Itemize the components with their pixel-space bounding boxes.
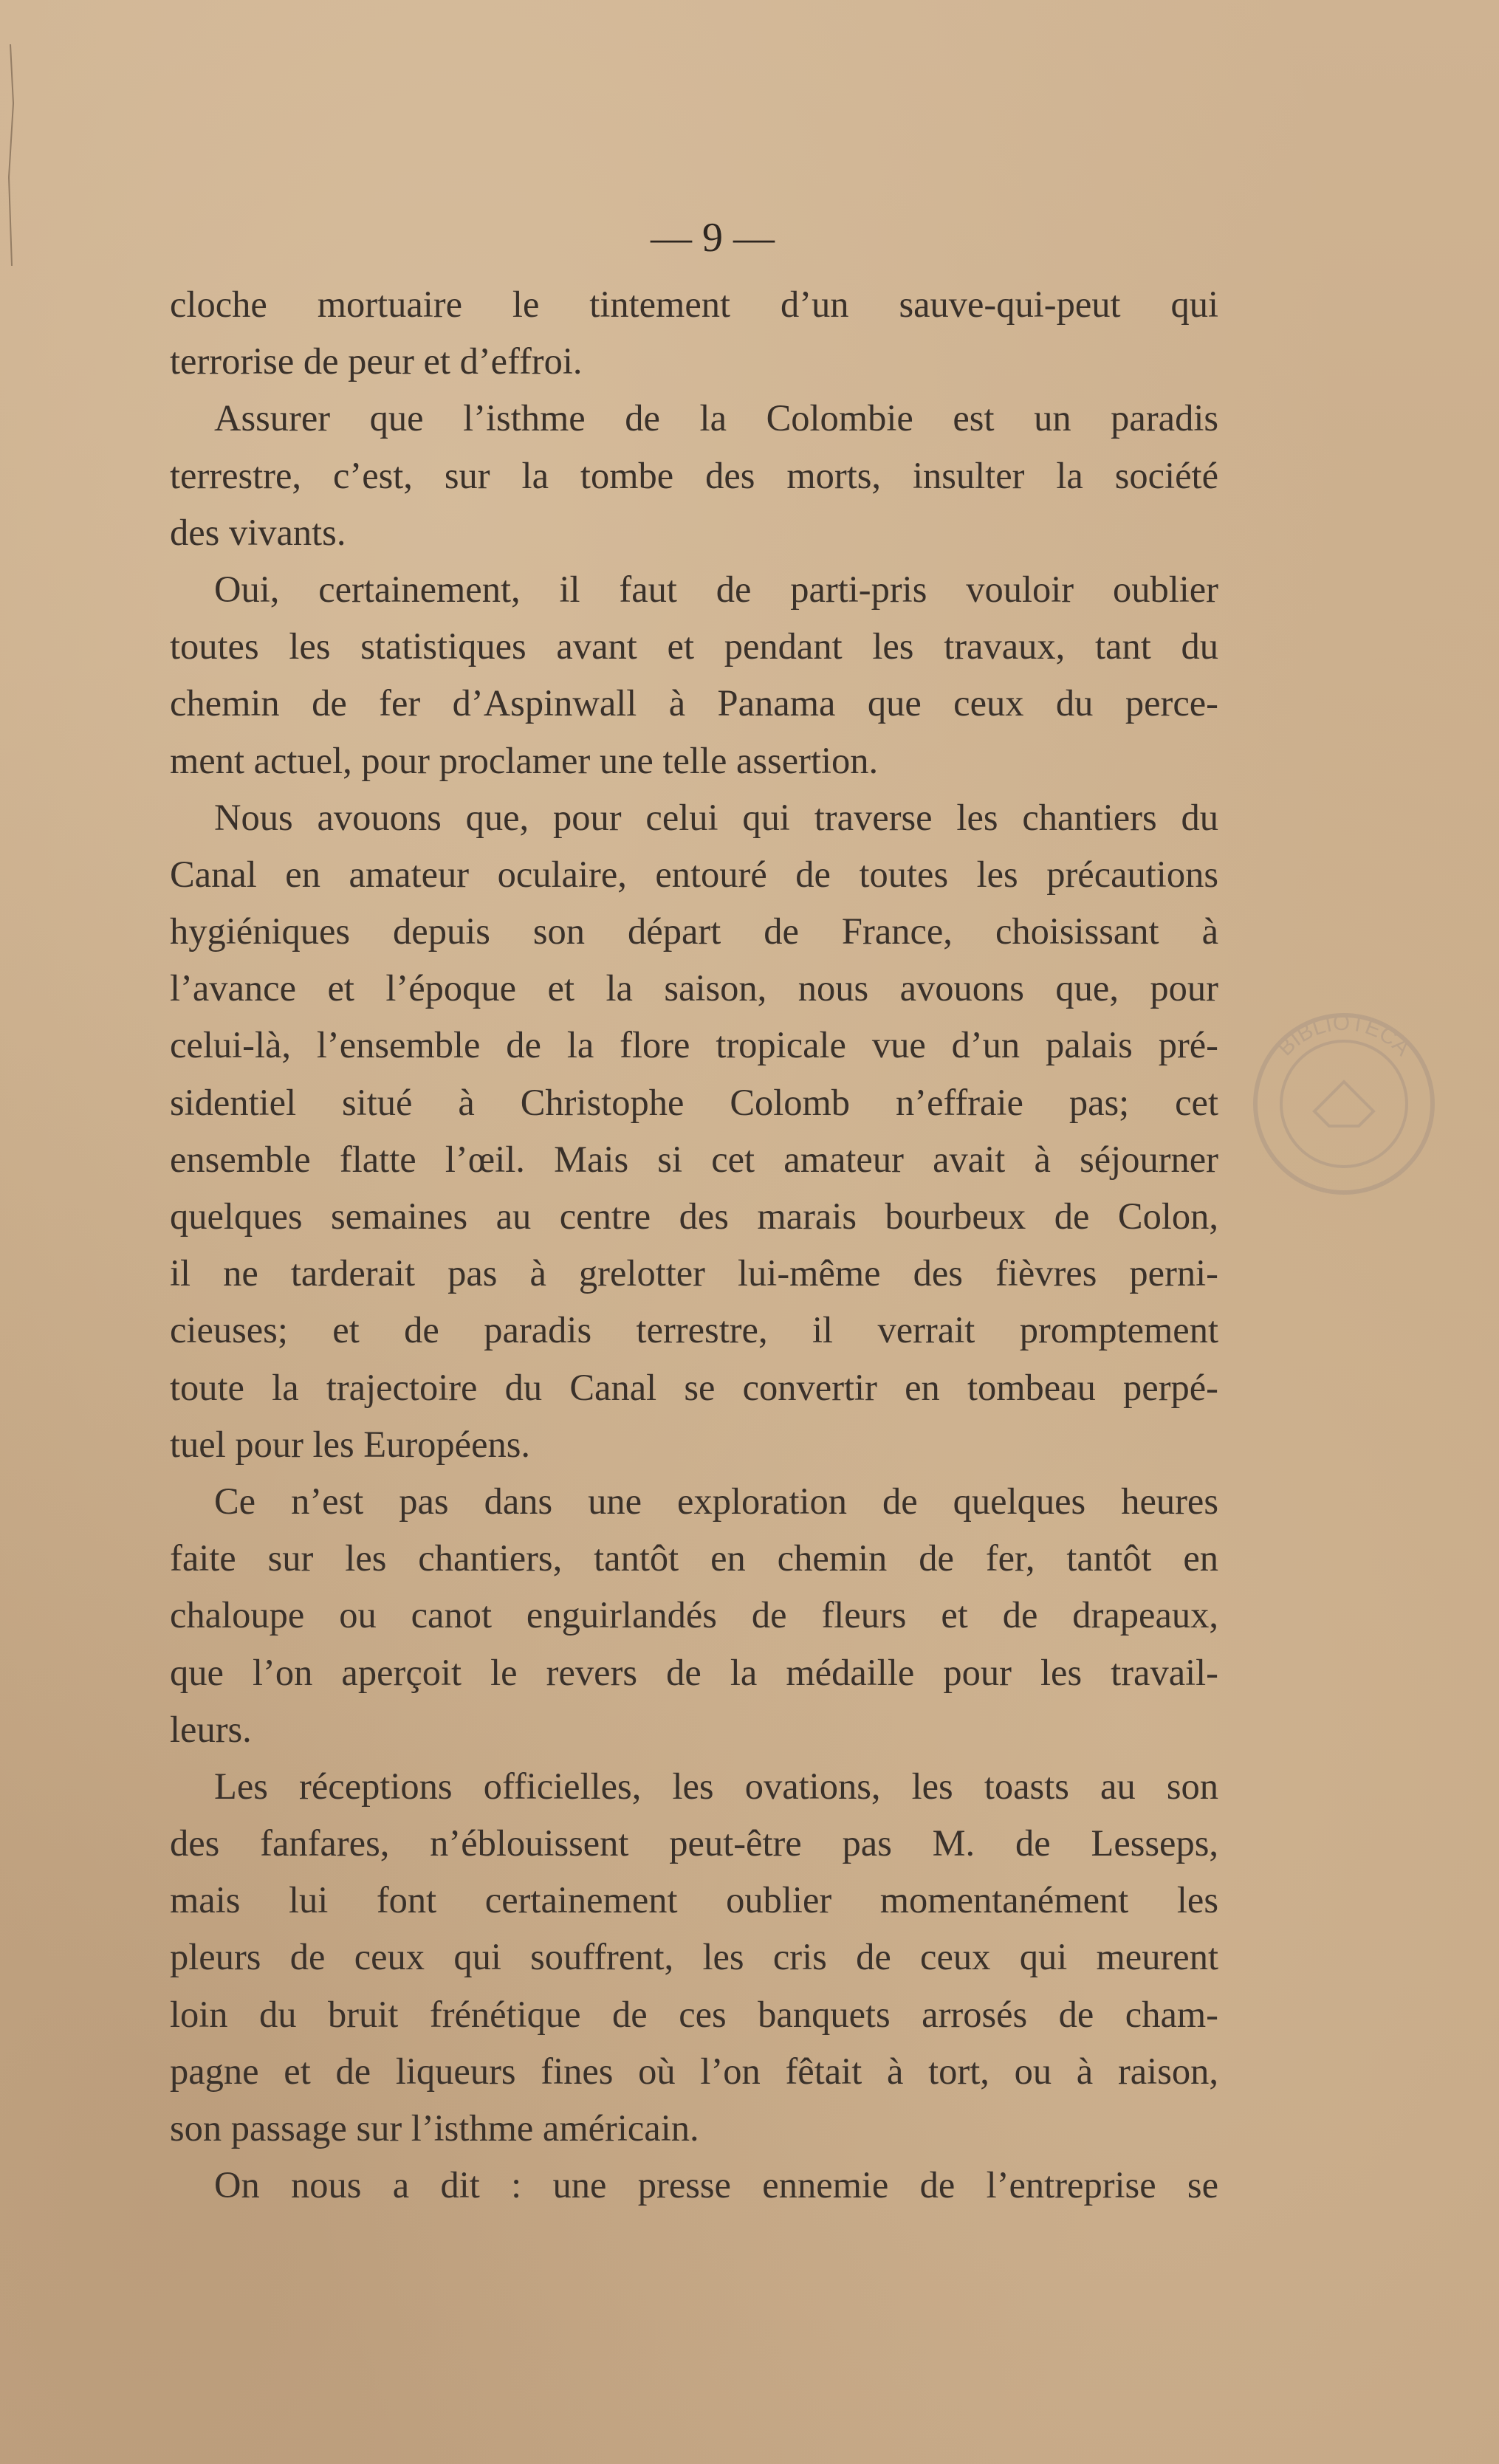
text-line: il ne tarderait pas à grelotter lui-même des fièvres perni- [170,1252,1218,1294]
text-line: celui-là, l’ensemble de la flore tropicale vue d’un palais pré- [170,1024,1218,1066]
text-line: Oui, certainement, il faut de parti-pris vouloir oublier [214,568,1218,610]
text-line: des fanfares, n’éblouissent peut-être pas M. de Lesseps, [170,1822,1218,1864]
text-line: Ce n’est pas dans une exploration de quelques heures [214,1480,1218,1522]
text-line: quelques semaines au centre des marais bourbeux de Colon, [170,1195,1218,1237]
text-line: tuel pour les Européens. [170,1423,531,1465]
text-line: Assurer que l’isthme de la Colombie est un paradis [214,397,1218,439]
text-line: des vivants. [170,511,346,553]
text-line: pagne et de liqueurs fines où l’on fêtait à tort, ou à raison, [170,2050,1218,2092]
text-line: mais lui font certainement oublier momentanément les [170,1879,1218,1921]
text-line: son passage sur l’isthme américain. [170,2107,699,2149]
text-line: sidentiel situé à Christophe Colomb n’effraie pas; cet [170,1081,1218,1123]
library-stamp-icon [1226,986,1462,1222]
text-line: toutes les statistiques avant et pendant les travaux, tant du [170,625,1218,668]
text-line: loin du bruit frénétique de ces banquets arrosés de cham- [170,1993,1218,2035]
text-line: chaloupe ou canot enguirlandés de fleurs et de drapeaux, [170,1594,1218,1636]
body-text [170,276,1218,2214]
text-line: faite sur les chantiers, tantôt en chemin de fer, tantôt en [170,1537,1218,1579]
text-line: cieuses; et de paradis terrestre, il verrait promptement [170,1309,1218,1351]
text-line: que l’on aperçoit le revers de la médaille pour les travail- [170,1651,1218,1693]
text-line: ment actuel, pour proclamer une telle assertion. [170,739,879,781]
text-line: chemin de fer d’Aspinwall à Panama que ceux du perce- [170,682,1218,724]
text-line: terrestre, c’est, sur la tombe des morts, insulter la société [170,454,1218,496]
text-line: toute la trajectoire du Canal se convertir en tombeau perpé- [170,1366,1218,1408]
text-line: pleurs de ceux qui souffrent, les cris de ceux qui meurent [170,1936,1218,1978]
text-line: cloche mortuaire le tintement d’un sauve-qui-peut qui [170,284,1218,325]
text-line: Les réceptions officielles, les ovations, les toasts au son [214,1765,1218,1807]
text-line: hygiéniques depuis son départ de France, choisissant à [170,910,1218,953]
text-line: Canal en amateur oculaire, entouré de toutes les précautions [170,853,1218,895]
stamp-text: BIBLIOTECA [1272,1010,1416,1061]
text-line: leurs. [170,1708,252,1750]
text-line: Nous avouons que, pour celui qui traverse les chantiers du [214,796,1218,838]
page-number: — 9 — [651,215,775,261]
text-line: ensemble flatte l’œil. Mais si cet amateur avait à séjourner [170,1138,1218,1180]
text-line: l’avance et l’époque et la saison, nous avouons que, pour [170,967,1218,1009]
text-line: terrorise de peur et d’effroi. [170,340,583,382]
text-line: On nous a dit : une presse ennemie de l’entreprise se [214,2164,1218,2206]
